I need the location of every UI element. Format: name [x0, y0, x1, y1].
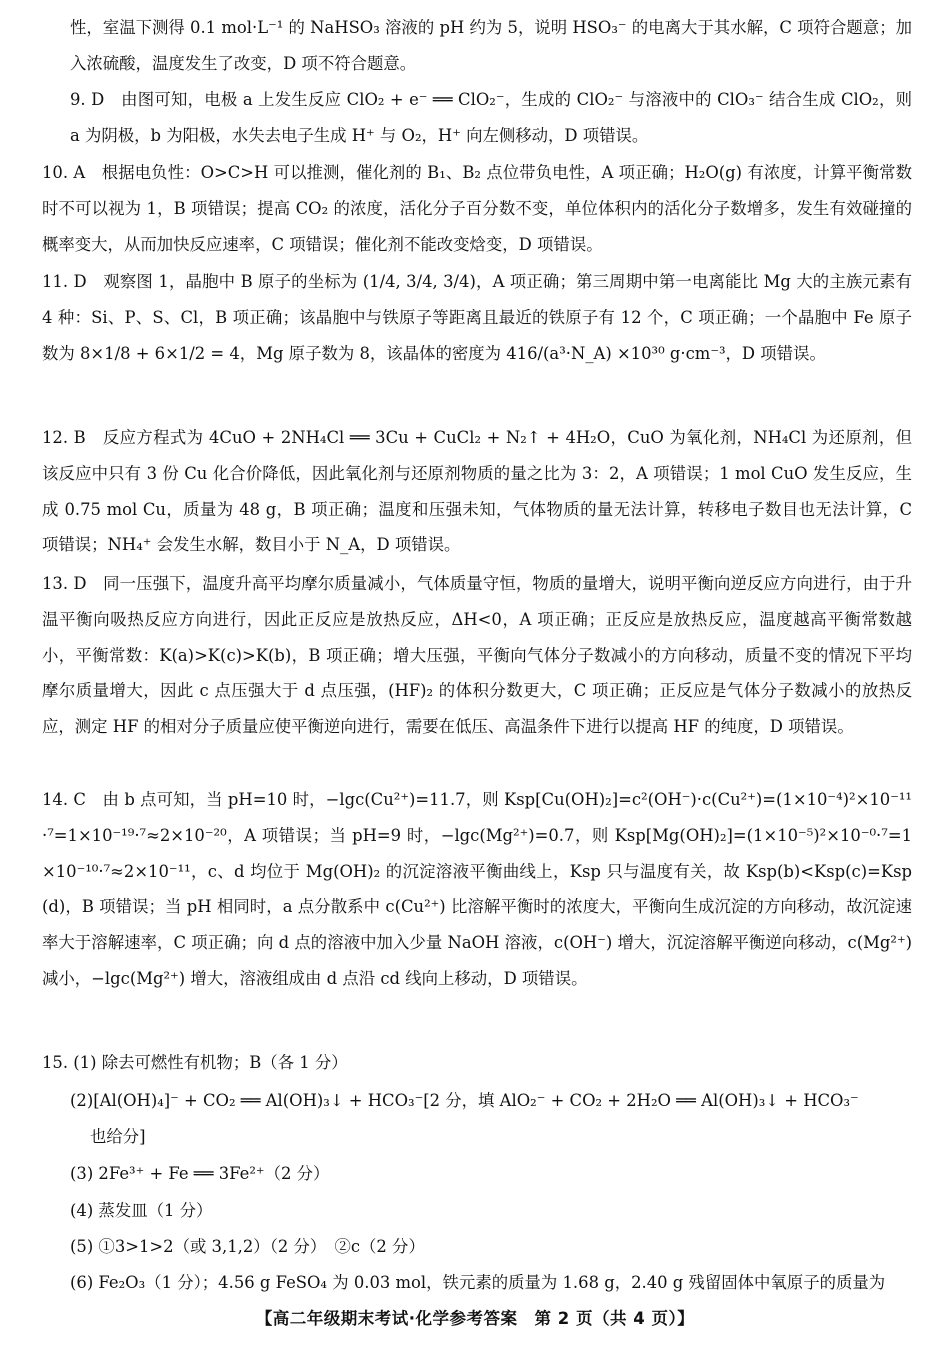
answer-10: 10. A 根据电负性：O>C>H 可以推测，催化剂的 B₁、B₂ 点位带负电性，A 项正确；H₂O(g) 有浓度，计算平衡常数时不可以视为 1，B 项错误；提高 CO₂ 的浓度，活化分子百分数不变，单位体积内的活化分子数增多，发生有效碰撞的概率变大，从而加快反应速率，C 项错误；催化剂不能改变焓变，D 项错误。: [42, 163, 912, 254]
answer-15-part1: 15. (1) 除去可燃性有机物；B（各 1 分）: [42, 1053, 348, 1072]
answer-14: 14. C 由 b 点可知，当 pH=10 时，−lgc(Cu²⁺)=11.7，则 Ksp[Cu(OH)₂]=c²(OH⁻)·c(Cu²⁺)=(1×10⁻⁴)²×10⁻¹¹·⁷=1×10⁻¹⁹·⁷≈2×10⁻²⁰，A 项错误；当 pH=9 时，−lgc(Mg²⁺)=0.7，则 Ksp[Mg(OH)₂]=(1×10⁻⁵)²×10⁻⁰·⁷=1×10⁻¹⁰·⁷≈2×10⁻¹¹，c、d 均位于 Mg(OH)₂ 的沉淀溶液平衡曲线上，Ksp 只与温度有关，故 Ksp(b)<Ksp(c)=Ksp(d)，B 项错误；当 pH 相同时，a 点分散系中 c(Cu²⁺) 比溶解平衡时的浓度大，平衡向生成沉淀的方向移动，故沉淀速率大于溶解速率，C 项正确；向 d 点的溶液中加入少量 NaOH 溶液，c(OH⁻) 增大，沉淀溶解平衡逆向移动，c(Mg²⁺) 减小，−lgc(Mg²⁺) 增大，溶液组成由 d 点沿 cd 线向上移动，D 项错误。: [42, 790, 912, 988]
page-footer: 【高二年级期末考试·化学参考答案 第 2 页（共 4 页）】: [255, 1309, 695, 1328]
answer-11: 11. D 观察图 1，晶胞中 B 原子的坐标为 (1/4, 3/4, 3/4)，A 项正确；第三周期中第一电离能比 Mg 大的主族元素有 4 种：Si、P、S、Cl，B 项正确；该晶胞中与铁原子等距离且最近的铁原子有 12 个，C 项正确；一个晶胞中 Fe 原子数为 8×1/8 + 6×1/2 = 4，Mg 原子数为 8，该晶体的密度为 416/(a³·N_A) ×10³⁰ g·cm⁻³，D 项错误。: [42, 272, 912, 363]
answer-8-continuation: 性，室温下测得 0.1 mol·L⁻¹ 的 NaHSO₃ 溶液的 pH 约为 5，说明 HSO₃⁻ 的电离大于其水解，C 项符合题意；加入浓硫酸，温度发生了改变，D 项不符合题意。: [70, 18, 912, 73]
answer-13: 13. D 同一压强下，温度升高平均摩尔质量减小，气体质量守恒，物质的量增大，说明平衡向逆反应方向进行，由于升温平衡向吸热反应方向进行，因此正反应是放热反应，ΔH<0，A 项正确；正反应是放热反应，温度越高平衡常数越小，平衡常数：K(a)>K(c)>K(b)，B 项正确；增大压强，平衡向气体分子数减小的方向移动，质量不变的情况下平均摩尔质量增大，因此 c 点压强大于 d 点压强，(HF)₂ 的体积分数更大，C 项正确；正反应是气体分子数减小的放热反应，测定 HF 的相对分子质量应使平衡逆向进行，需要在低压、高温条件下进行以提高 HF 的纯度，D 项错误。: [42, 574, 912, 737]
answer-15-part2: (2)[Al(OH)₄]⁻ + CO₂ ══ Al(OH)₃↓ + HCO₃⁻[2 分，填 AlO₂⁻ + CO₂ + 2H₂O ══ Al(OH)₃↓ + HCO₃⁻: [70, 1091, 859, 1110]
answer-15-part3: (3) 2Fe³⁺ + Fe ══ 3Fe²⁺（2 分）: [70, 1164, 330, 1183]
answer-15-part2-cont: 也给分]: [90, 1127, 146, 1146]
answer-15-part6: (6) Fe₂O₃（1 分）；4.56 g FeSO₄ 为 0.03 mol，铁元素的质量为 1.68 g，2.40 g 残留固体中氧原子的质量为: [70, 1273, 886, 1292]
answer-9: 9. D 由图可知，电极 a 上发生反应 ClO₂ + e⁻ ══ ClO₂⁻，生成的 ClO₂⁻ 与溶液中的 ClO₃⁻ 结合生成 ClO₂，则 a 为阴极，b 为阳极，水失去电子生成 H⁺ 与 O₂，H⁺ 向左侧移动，D 项错误。: [70, 90, 912, 145]
answer-15-part4: (4) 蒸发皿（1 分）: [70, 1201, 213, 1220]
answer-15-part5: (5) ①3>1>2（或 3,1,2）（2 分） ②c（2 分）: [70, 1237, 425, 1256]
answer-12: 12. B 反应方程式为 4CuO + 2NH₄Cl ══ 3Cu + CuCl₂ + N₂↑ + 4H₂O，CuO 为氧化剂，NH₄Cl 为还原剂，但该反应中只有 3 份 Cu 化合价降低，因此氧化剂与还原剂物质的量之比为 3：2，A 项错误；1 mol CuO 发生反应，生成 0.75 mol Cu，质量为 48 g，B 项正确；温度和压强未知，气体物质的量无法计算，转移电子数目也无法计算，C 项错误；NH₄⁺ 会发生水解，数目小于 N_A，D 项错误。: [42, 428, 912, 555]
